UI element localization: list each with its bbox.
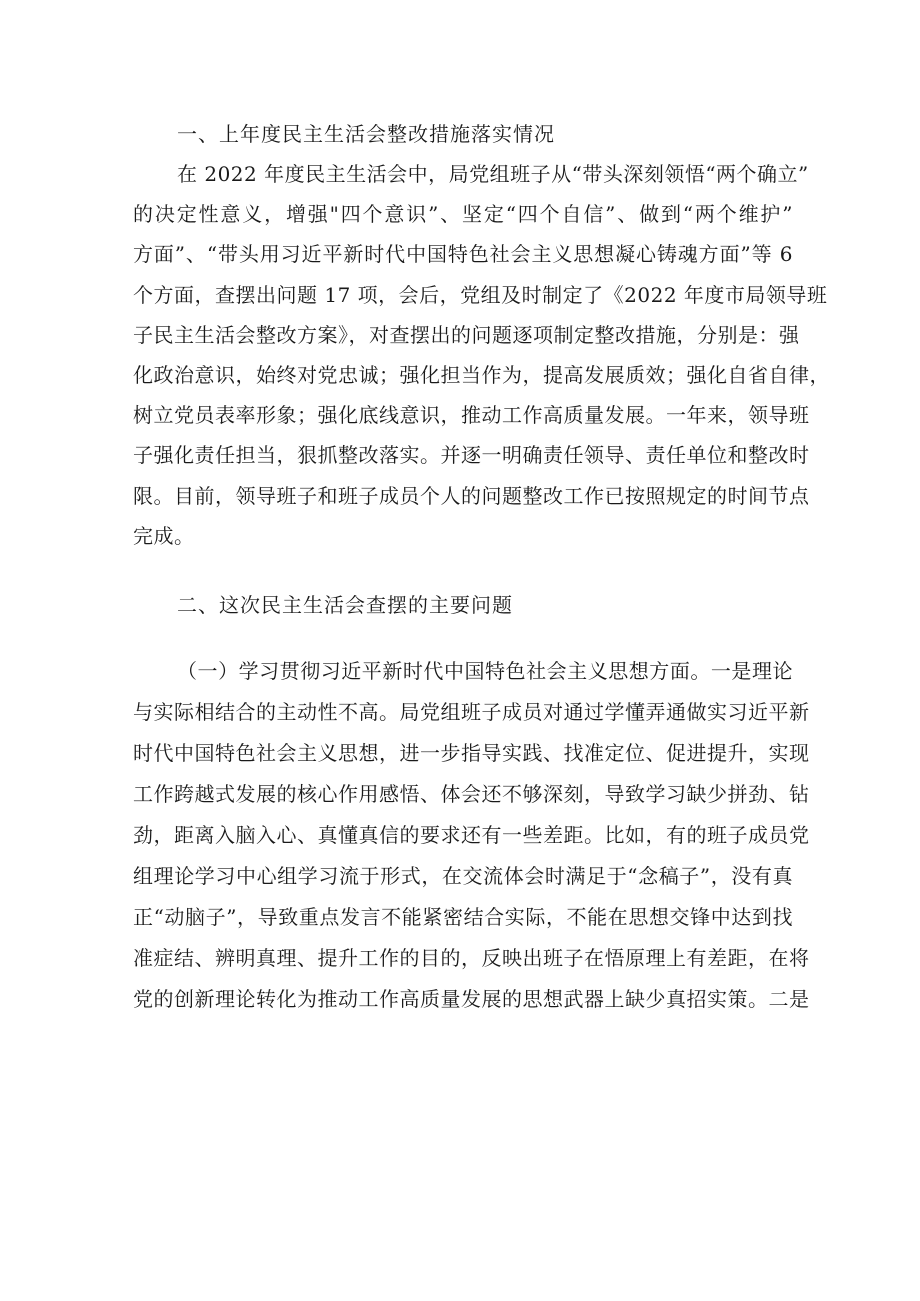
section-1-heading: 一、上年度民主生活会整改措施落实情况 <box>177 122 555 146</box>
paragraph-1-line: 子民主生活会整改方案》，对查摆出的问题逐项制定整改措施，分别是：强 <box>133 323 800 347</box>
paragraph-1-line: 的决定性意义，增强"四个意识”、坚定“四个自信”、做到“两个维护” <box>133 202 793 226</box>
paragraph-2-line: 准症结、辨明真理、提升工作的目的，反映出班子在悟原理上有差距，在将 <box>133 946 810 970</box>
paragraph-1-line: 在 2022 年度民主生活会中，局党组班子从“带头深刻领悟“两个确立” <box>177 162 809 186</box>
paragraph-2-line: 劲，距离入脑入心、真懂真信的要求还有一些差距。比如，有的班子成员党 <box>133 823 810 847</box>
paragraph-1-line: 方面”、“带头用习近平新时代中国特色社会主义思想凝心铸魂方面”等 6 <box>133 242 793 266</box>
section-2-heading: 二、这次民主生活会查摆的主要问题 <box>177 593 513 617</box>
paragraph-2-line: 党的创新理论转化为推动工作高质量发展的思想武器上缺少真招实策。二是 <box>133 987 810 1011</box>
paragraph-1-line: 子强化责任担当，狠抓整改落实。并逐一明确责任领导、责任单位和整改时 <box>133 443 810 467</box>
paragraph-2-line: 正“动脑子”，导致重点发言不能紧密结合实际，不能在思想交锋中达到找 <box>133 905 793 929</box>
paragraph-2-line: 组理论学习中心组学习流于形式，在交流体会时满足于“念稿子”，没有真 <box>133 864 793 888</box>
paragraph-2-line: （一）学习贯彻习近平新时代中国特色社会主义思想方面。一是理论 <box>177 659 793 683</box>
paragraph-1-line: 限。目前，领导班子和班子成员个人的问题整改工作已按照规定的时间节点 <box>133 484 810 508</box>
paragraph-2-line: 工作跨越式发展的核心作用感悟、体会还不够深刻，导致学习缺少拼劲、钻 <box>133 782 810 806</box>
paragraph-1-line: 完成。 <box>133 524 195 548</box>
paragraph-1-line: 化政治意识，始终对党忠诚；强化担当作为，提高发展质效；强化自省自律， <box>133 363 830 387</box>
paragraph-1-line: 树立党员表率形象；强化底线意识，推动工作高质量发展。一年来，领导班 <box>133 403 810 427</box>
paragraph-2-line: 时代中国特色社会主义思想，进一步指导实践、找准定位、促进提升，实现 <box>133 741 810 765</box>
paragraph-2-line: 与实际相结合的主动性不高。局党组班子成员对通过学懂弄通做实习近平新 <box>133 700 810 724</box>
paragraph-1-line: 个方面，查摆出问题 17 项，会后，党组及时制定了《2022 年度市局领导班 <box>133 283 828 307</box>
